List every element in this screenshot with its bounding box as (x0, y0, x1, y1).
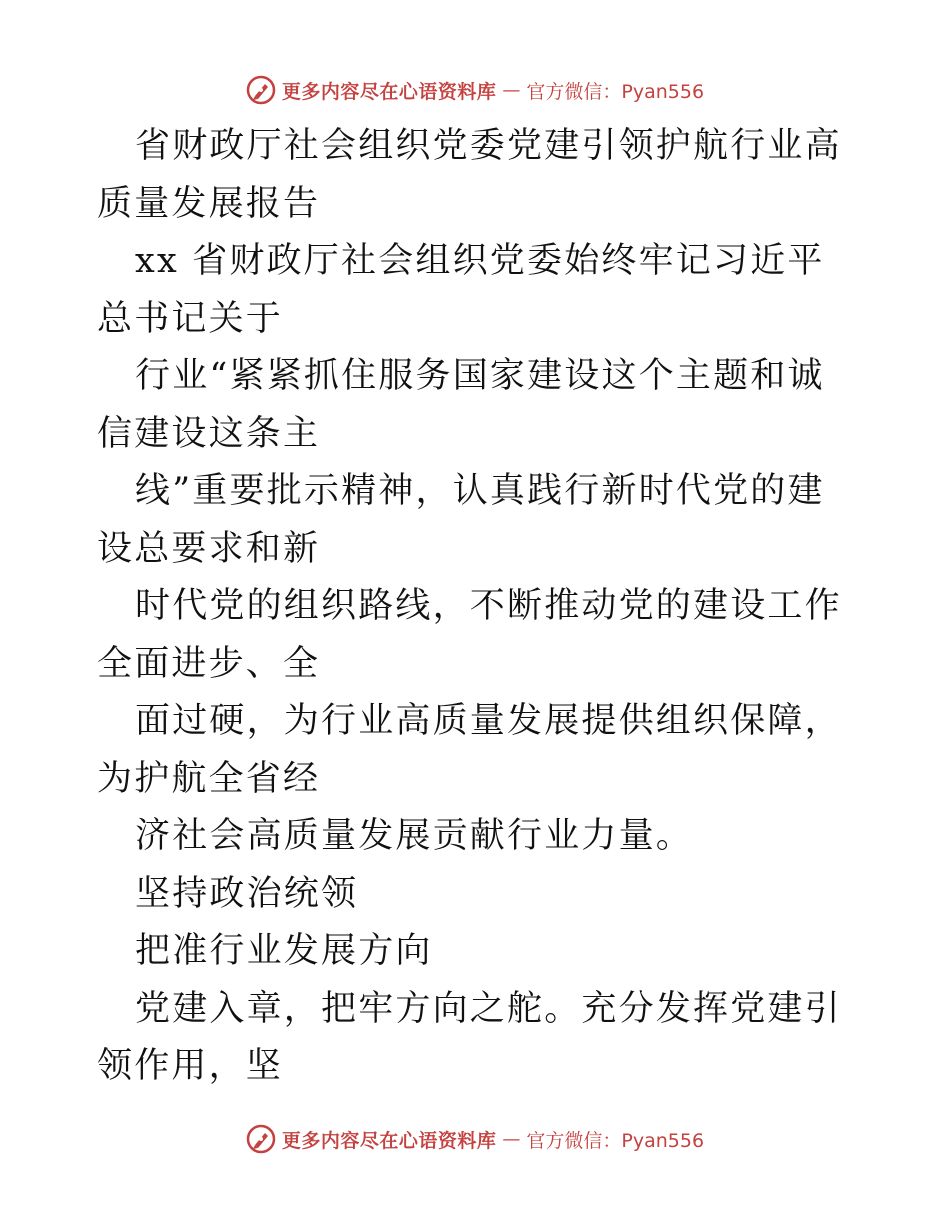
paragraph: 济社会高质量发展贡献行业力量。 (135, 816, 694, 856)
pen-nib-logo-icon (246, 75, 276, 105)
watermark-contact: 官方微信：Pyan556 (526, 80, 705, 103)
paragraph: xx 省财政厅社会组织党委始终牢记习近平总书记关于 (97, 241, 825, 339)
page-footer-watermark (0, 1121, 950, 1157)
paragraph: 党建入章，把牢方向之舵。充分发挥党建引领作用，坚 (97, 988, 842, 1086)
paragraph: 面过硬，为行业高质量发展提供组织保障，为护航全省经 (97, 701, 842, 799)
document-body (97, 118, 857, 1096)
watermark-contact: 官方微信：Pyan556 (526, 1129, 705, 1152)
paragraph: 线”重要批示精神，认真践行新时代党的建设总要求和新 (97, 471, 825, 569)
watermark-separator: — (502, 79, 521, 101)
section-subheading: 把准行业发展方向 (135, 931, 433, 971)
watermark-brand: 更多内容尽在心语资料库 (281, 1129, 497, 1152)
paragraph: 时代党的组织路线，不断推动党的建设工作全面进步、全 (97, 586, 842, 684)
paragraph-title: 省财政厅社会组织党委党建引领护航行业高质量发展报告 (97, 126, 842, 224)
watermark-brand: 更多内容尽在心语资料库 (281, 80, 497, 103)
pen-nib-logo-icon (246, 1124, 276, 1154)
page-header-watermark (0, 72, 950, 108)
section-heading: 坚持政治统领 (135, 873, 359, 914)
paragraph: 行业“紧紧抓住服务国家建设这个主题和诚信建设这条主 (97, 356, 825, 454)
watermark-separator: — (502, 1128, 521, 1150)
